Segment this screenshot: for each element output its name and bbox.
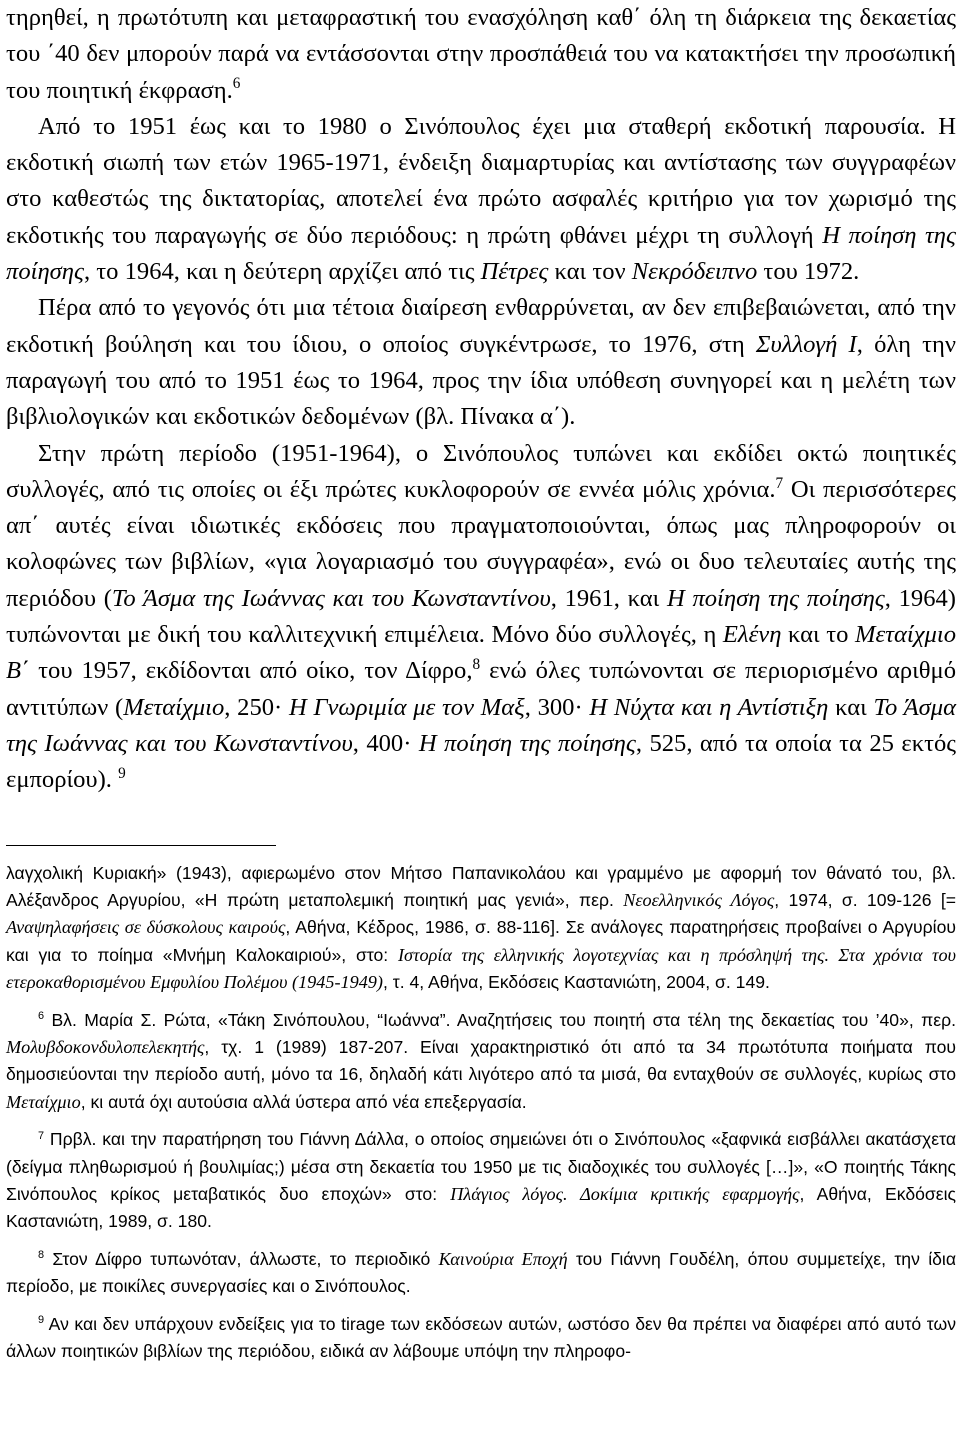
document-page bbox=[6, 0, 956, 1365]
book-title: Συλλογή Ι bbox=[755, 330, 857, 358]
book-title: Νεκρόδειπνο bbox=[631, 258, 758, 286]
text: λαγχολική Κυριακή» (1943), αφιερωμένο στον Μήτσο Παπανικολάου και γραμμένο με αφορμή τον θάνατό του, βλ. Αλέξανδρος Αργυρίου, «Η πρώτη μεταπολεμική ποιητική μας γενιά», περ. bbox=[6, 862, 956, 910]
footnote-number: 6 bbox=[38, 1010, 45, 1023]
text: , 1964) τυπώνονται με δική του καλλιτεχνική επιμέλεια. Μόνο δύο συλλογές, η bbox=[6, 584, 956, 649]
text: Πέρα από το γεγονός ότι μια τέτοια διαίρεση ενθαρρύνεται, αν δεν επιβεβαιώνεται, από την εκδοτική βούληση και του ίδιου, ο οποίος συγκέντρωσε, το 1976, στη bbox=[6, 294, 956, 358]
text: Βλ. Μαρία Σ. Ρώτα, «Τάκη Σινόπουλου, “Ιωάννα”. Αναζητήσεις του ποιητή στα τέλη της δεκαετίας του ’40», περ. bbox=[44, 1009, 956, 1030]
book-title: Η Νύχτα και η Αντίστιξη bbox=[589, 693, 829, 721]
text: , το 1964, και η δεύτερη αρχίζει από τις bbox=[83, 258, 481, 286]
book-title: Η Γνωριμία με τον Μαξ bbox=[288, 693, 525, 721]
footnote-7 bbox=[6, 1126, 956, 1236]
book-title: Το Άσμα της Ιωάννας και του Κωνσταντίνου bbox=[6, 693, 956, 757]
text: , κι αυτά όχι αυτούσια αλλά ύστερα από νέα επεξεργασία. bbox=[80, 1091, 527, 1112]
footnotes bbox=[6, 860, 956, 1366]
text: , 250· bbox=[224, 693, 289, 721]
paragraph-1 bbox=[6, 0, 956, 109]
text: του 1972. bbox=[757, 258, 860, 286]
text: του 1957, εκδίδονται από οίκο, τον Δίφρο, bbox=[29, 657, 473, 685]
text: του Γιάννη Γουδέλη, όπου συμμετείχε, την ίδια περίοδο, με ποικίλες συνεργασίες και ο Σινόπουλος. bbox=[6, 1248, 956, 1297]
footnote-ref-7: 7 bbox=[775, 474, 784, 492]
text: , 1961, και bbox=[550, 584, 667, 612]
text: και το bbox=[781, 621, 855, 649]
main-text bbox=[6, 0, 956, 799]
text: Αν και δεν υπάρχουν ενδείξεις για το tirage των εκδόσεων αυτών, ωστόσο δεν θα πρέπει να διαφέρει από αυτό των άλλων ποιητικών βιβλίων της περιόδου, ειδικά αν λάβουμε υπόψη την πληροφο- bbox=[6, 1313, 956, 1362]
cited-title: Μεταίχμιο bbox=[6, 1091, 81, 1112]
paragraph-4 bbox=[6, 436, 956, 799]
text: τηρηθεί, η πρωτότυπη και μεταφραστική του ενασχόληση καθ΄ όλη τη διάρκεια της δεκαετίας του ΄40 δεν μπορούν παρά να εντάσσονται στην προσπάθειά του να κατακτήσει την προσωπική του ποιητική έκφραση. bbox=[6, 4, 956, 104]
text: , όλη την παραγωγή του από το 1951 έως το 1964, προς την ίδια υπόθεση συνηγορεί και η μελέτη των βιβλιολογικών και εκδοτικών δεδομένων (βλ. Πίνακα α΄). bbox=[6, 330, 957, 431]
cited-title: Αναψηλαφήσεις σε δύσκολους καιρούς bbox=[6, 917, 286, 938]
text: , 300· bbox=[524, 693, 590, 721]
book-title: Πέτρες bbox=[480, 258, 549, 286]
text: , Αθήνα, Κέδρος, 1986, σ. 88-116]. Σε ανάλογες παρατηρήσεις προβαίνει ο Αργυρίου και για το ποίημα «Μνήμη Καλοκαιριού», στο: bbox=[6, 917, 956, 965]
footnote-8 bbox=[6, 1246, 956, 1301]
text: και τον bbox=[548, 258, 632, 286]
cited-title: Νεοελληνικός Λόγος bbox=[623, 889, 775, 910]
book-title: Η ποίηση της ποίησης bbox=[6, 221, 956, 286]
book-title: Το Άσμα της Ιωάννας και του Κωνσταντίνου bbox=[111, 584, 551, 612]
cited-title: Καινούρια Εποχή bbox=[438, 1248, 568, 1269]
paragraph-2 bbox=[6, 109, 956, 290]
text: , 400· bbox=[352, 729, 419, 757]
footnote-continued bbox=[6, 860, 956, 997]
book-title: Μεταίχμιο Β΄ bbox=[6, 621, 956, 685]
cited-title: Πλάγιος λόγος. Δοκίμια κριτικής εφαρμογής bbox=[450, 1184, 800, 1204]
footnote-number: 9 bbox=[38, 1314, 45, 1327]
text: Οι περισσότερες απ΄ αυτές είναι ιδιωτικές εκδόσεις που πραγματοποιούνται, όπως μας πληροφορούν οι κολοφώνες των βιβλίων, «για λογαριασμό του συγγραφέα», ενώ οι δυο τελευταίες αυτής της περιόδου ( bbox=[6, 475, 956, 612]
text: , Αθήνα, Εκδόσεις Καστανιώτη, 1989, σ. 180. bbox=[6, 1184, 956, 1232]
book-title: Η ποίηση της ποίησης bbox=[418, 729, 636, 757]
text: , 1974, σ. 109-126 [= bbox=[774, 889, 956, 910]
book-title: Η ποίηση της ποίησης bbox=[666, 584, 885, 612]
footnote-number: 8 bbox=[38, 1249, 45, 1262]
text: Στην πρώτη περίοδο (1951-1964), ο Σινόπουλος τυπώνει και εκδίδει οκτώ ποιητικές συλλογές, από τις οποίες οι έξι πρώτες κυκλοφορούν σε εννέα μόλις χρόνια. bbox=[6, 439, 956, 503]
book-title: Ελένη bbox=[722, 621, 782, 649]
footnote-ref-9: 9 bbox=[118, 765, 126, 783]
text: Πρβλ. και την παρατήρηση του Γιάννη Δάλλα, ο οποίος σημειώνει ότι ο Σινόπουλος «ξαφνικά εισβάλλει ακατάσχετα (δείγμα πληθωρισμού ή βουλιμίας;) μέσα στη δεκαετία του 1950 με τις διαδοχικές του συλλογές […]», «Ο ποιητής Τάκης Σινόπουλος κρίκος μεταβατικός δυο εποχών» στο: bbox=[6, 1129, 956, 1204]
cited-title: Ιστορία της ελληνικής λογοτεχνίας και η πρόσληψή της. Στα χρόνια του ετεροκαθορισμένου Εμφυλίου Πολέμου (1945-1949) bbox=[6, 944, 956, 993]
cited-title: Μολυβδοκονδυλοπελεκητής bbox=[6, 1036, 205, 1057]
text: , 525, από τα οποία τα 25 εκτός εμπορίου). bbox=[6, 729, 957, 794]
footnote-number: 7 bbox=[38, 1129, 45, 1142]
text: Από το 1951 έως και το 1980 ο Σινόπουλος έχει μια σταθερή εκδοτική παρουσία. Η εκδοτική σιωπή των ετών 1965-1971, ένδειξη διαμαρτυρίας και αντίστασης των συγγραφέων στο καθεστώς της δικτατορίας, αποτελεί ένα πρώτο ασφαλές κριτήριο για τον χωρισμό της εκδοτικής του παραγωγής σε δύο περιόδους: η πρώτη φθάνει μέχρι τη συλλογή bbox=[6, 112, 956, 249]
footnote-ref-6: 6 bbox=[232, 75, 241, 93]
text: Στον Δίφρο τυπωνόταν, άλλωστε, το περιοδικό bbox=[44, 1248, 439, 1269]
footnote-separator bbox=[6, 845, 276, 846]
book-title: Μεταίχμιο bbox=[123, 693, 225, 721]
text: ενώ όλες τυπώνονται σε περιορισμένο αριθμό αντιτύπων ( bbox=[6, 657, 956, 721]
paragraph-3 bbox=[6, 290, 956, 435]
text: , τχ. 1 (1989) 187-207. Είναι χαρακτηριστικό ότι από τα 34 πρωτότυπα ποιήματα που δημοσιεύονται την περίοδο αυτή, μόνο τα 16, δηλαδή κάτι λιγότερο από τα μισά, θα ενταχθούν σε συλλογές, κυρίως στο bbox=[6, 1036, 956, 1085]
footnote-6 bbox=[6, 1007, 956, 1117]
footnote-ref-8: 8 bbox=[472, 656, 481, 674]
text: , τ. 4, Αθήνα, Εκδόσεις Καστανιώτη, 2004, σ. 149. bbox=[382, 972, 770, 993]
footnote-9 bbox=[6, 1311, 956, 1366]
text: και bbox=[828, 693, 874, 721]
